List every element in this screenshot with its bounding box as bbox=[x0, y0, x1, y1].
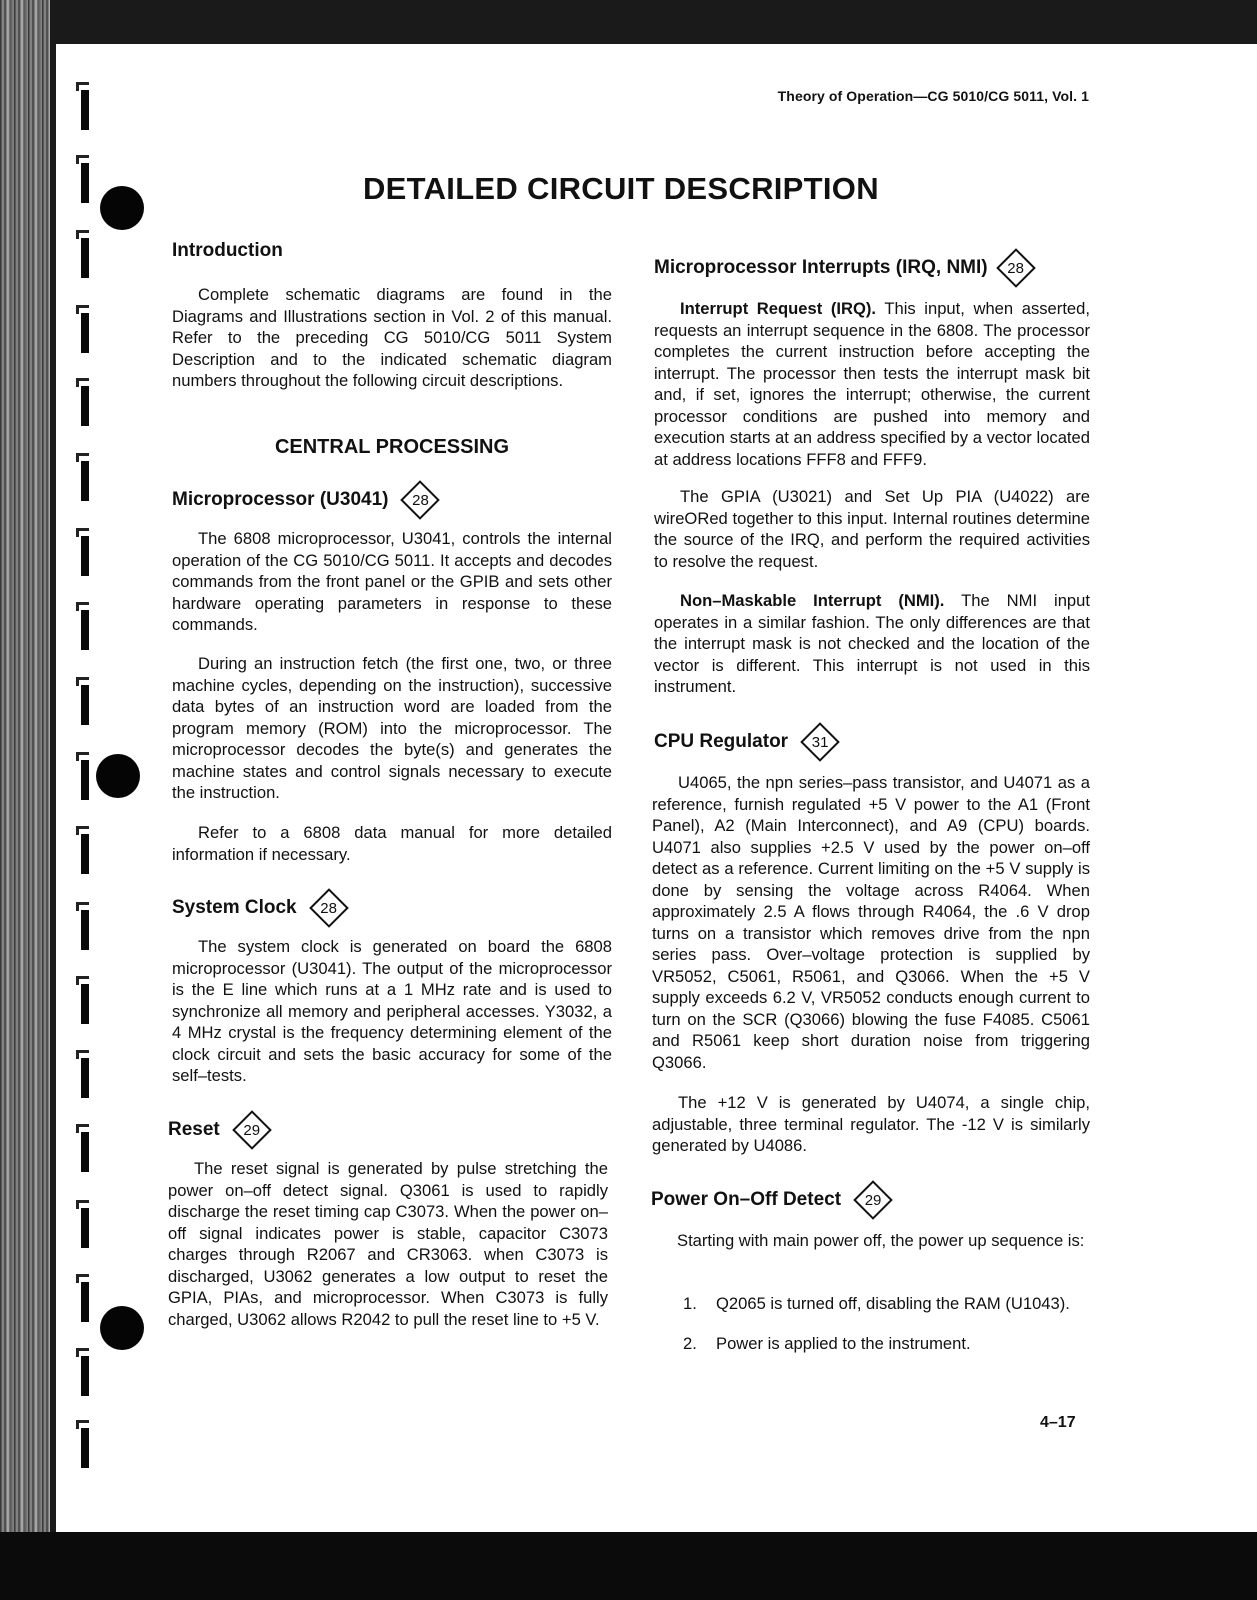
section-heading-introduction bbox=[172, 240, 283, 262]
gpia-paragraph: The GPIA (U3021) and Set Up PIA (U4022) are wireORed together to this input. Internal routines determine the source of the IRQ, and perform the required activities to resolve the request. bbox=[654, 487, 1090, 571]
microprocessor-paragraph-1: The 6808 microprocessor, U3041, controls the internal operation of the CG 5010/CG 5011. It accepts and decodes commands from the front panel or the GPIB and sets other hardware operating parameters in response to these commands. bbox=[172, 529, 612, 634]
cpu-regulator-paragraph-2: The +12 V is generated by U4074, a single chip, adjustable, three terminal regulator. The -12 V is similarly generated by U4086. bbox=[652, 1093, 1090, 1155]
section-heading-microprocessor bbox=[172, 478, 442, 522]
irq-paragraph bbox=[654, 298, 1090, 470]
intro-paragraph: Complete schematic diagrams are found in the Diagrams and Illustrations section in Vol. 2 of this manual. Refer to the preceding CG 5010/CG 5011 System Description and to the indicated schematic diagram numbers throughout the following circuit descriptions. bbox=[172, 285, 612, 390]
heading-text: Reset bbox=[168, 1119, 220, 1140]
section-heading-cpu-regulator bbox=[654, 720, 842, 764]
binder-mark bbox=[76, 305, 92, 353]
diagram-reference-icon bbox=[798, 720, 842, 764]
diagram-number: 29 bbox=[864, 1191, 882, 1209]
section-heading-reset bbox=[168, 1108, 274, 1152]
diagram-number: 28 bbox=[1007, 259, 1024, 277]
power-intro-paragraph: Starting with main power off, the power up sequence is: bbox=[677, 1231, 1085, 1250]
binder-mark bbox=[76, 976, 92, 1024]
binder-mark bbox=[76, 752, 92, 800]
binder-mark bbox=[76, 1200, 92, 1248]
binder-mark bbox=[76, 82, 92, 130]
punch-hole bbox=[100, 1306, 144, 1350]
binder-mark bbox=[76, 677, 92, 725]
binder-mark bbox=[76, 1050, 92, 1098]
list-item bbox=[683, 1334, 971, 1354]
running-header: Theory of Operation—CG 5010/CG 5011, Vol. 1 bbox=[777, 88, 1089, 104]
binder-mark bbox=[76, 378, 92, 426]
diagram-number: 28 bbox=[412, 491, 429, 509]
diagram-reference-icon bbox=[307, 886, 351, 930]
microprocessor-paragraph-3: Refer to a 6808 data manual for more detailed information if necessary. bbox=[172, 823, 612, 864]
diagram-number: 29 bbox=[243, 1121, 261, 1139]
system-clock-paragraph: The system clock is generated on board the 6808 microprocessor (U3041). The output of the microprocessor is the E line which runs at a 1 MHz rate and is used to synchronize all memory and peripheral accesses. Y3032, a 4 MHz crystal is the frequency determining element of the clock circuit and sets the basic accuracy for some of the self–tests. bbox=[172, 937, 612, 1085]
binder-mark bbox=[76, 1420, 92, 1468]
list-item bbox=[683, 1294, 1070, 1314]
scan-edge bbox=[0, 0, 50, 1600]
irq-text: This input, when asserted, requests an interrupt sequence in the 6808. The processor completes the current instruction before accepting the interrupt. The processor then tests the interrupt mask bit and, if set, ignores the interrupt; otherwise, the current processor conditions are pushed into memory and execution starts at an address specified by a vector located at address locations FFF8 and FFF9. bbox=[654, 299, 1090, 469]
binder-mark bbox=[76, 230, 92, 278]
heading-text: Microprocessor Interrupts (IRQ, NMI) bbox=[654, 257, 988, 278]
list-number: 1. bbox=[683, 1294, 697, 1313]
irq-label: Interrupt Request (IRQ). bbox=[680, 299, 877, 318]
diagram-reference-icon bbox=[230, 1108, 274, 1152]
reset-paragraph: The reset signal is generated by pulse stretching the power on–off detect signal. Q3061 is used to rapidly discharge the reset timing cap C3073. When the power on–off signal indicates power is stable, capacitor C3073 charges through R2067 and CR3063. when C3073 is discharged, U3062 generates a low output to reset the GPIA, PIAs, and microprocessor. When C3073 is fully charged, U3062 allows R2042 to pull the reset line to +5 V. bbox=[168, 1159, 608, 1329]
diagram-number: 31 bbox=[811, 733, 829, 751]
list-text: Power is applied to the instrument. bbox=[716, 1334, 971, 1353]
binder-mark bbox=[76, 602, 92, 650]
binder-mark bbox=[76, 155, 92, 203]
binder-mark bbox=[76, 1348, 92, 1396]
section-heading-central-processing: CENTRAL PROCESSING bbox=[274, 436, 510, 458]
binder-mark bbox=[76, 826, 92, 874]
binder-mark bbox=[76, 1124, 92, 1172]
cpu-regulator-paragraph-1: U4065, the npn series–pass transistor, and U4071 as a reference, furnish regulated +5 V power to the A1 (Front Panel), A2 (Main Interconnect), and A9 (CPU) boards. U4071 also supplies +2.5 V used by the power on–off detect as a reference. Current limiting on the +5 V supply is done by sensing the voltage across R4064. When approximately 2.5 A flows through R4064, the .6 V drop turns on a transistor which removes drive from the npn series pass. Over–voltage protection is supplied by VR5052, C5061, R5061, and Q3066. When the +5 V supply exceeds 6.2 V, VR5052 conducts enough current to turn on the SCR (Q3066) blowing the fuse F4085. C5061 and R5061 keep short duration noise from triggering Q3066. bbox=[652, 773, 1090, 1072]
punch-hole bbox=[96, 754, 140, 798]
diagram-number: 28 bbox=[320, 899, 337, 917]
diagram-reference-icon bbox=[398, 478, 442, 522]
nmi-paragraph bbox=[654, 590, 1090, 698]
section-heading-power-on-off bbox=[651, 1178, 895, 1222]
heading-text: Introduction bbox=[172, 240, 283, 261]
microprocessor-paragraph-2: During an instruction fetch (the first one, two, or three machine cycles, depending on the instruction), successive data bytes of an instruction word are loaded from the program memory (ROM) into the microprocessor. The microprocessor decodes the byte(s) and generates the machine states and control signals necessary to execute the instruction. bbox=[172, 654, 612, 802]
list-text: Q2065 is turned off, disabling the RAM (U1043). bbox=[716, 1294, 1070, 1313]
binder-mark bbox=[76, 528, 92, 576]
binder-mark bbox=[76, 453, 92, 501]
heading-text: Power On–Off Detect bbox=[651, 1189, 842, 1210]
heading-text: CPU Regulator bbox=[654, 731, 789, 752]
section-heading-system-clock bbox=[172, 886, 351, 930]
diagram-reference-icon bbox=[851, 1178, 895, 1222]
page-title: DETAILED CIRCUIT DESCRIPTION bbox=[363, 171, 879, 206]
nmi-text: The NMI input operates in a similar fashion. The only differences are that the interrupt mask is not checked and the location of the vector is different. This interrupt is not used in this instrument. bbox=[654, 591, 1090, 696]
heading-text: System Clock bbox=[172, 897, 297, 918]
diagram-reference-icon bbox=[994, 246, 1038, 290]
list-number: 2. bbox=[683, 1334, 697, 1353]
page-number: 4–17 bbox=[1040, 1414, 1076, 1431]
punch-hole bbox=[100, 186, 144, 230]
section-heading-interrupts bbox=[654, 246, 1038, 290]
scan-bottom-edge bbox=[0, 1532, 1257, 1600]
heading-text: Microprocessor (U3041) bbox=[172, 489, 389, 510]
nmi-label: Non–Maskable Interrupt (NMI). bbox=[680, 591, 945, 610]
binder-mark bbox=[76, 1274, 92, 1322]
binder-mark bbox=[76, 902, 92, 950]
